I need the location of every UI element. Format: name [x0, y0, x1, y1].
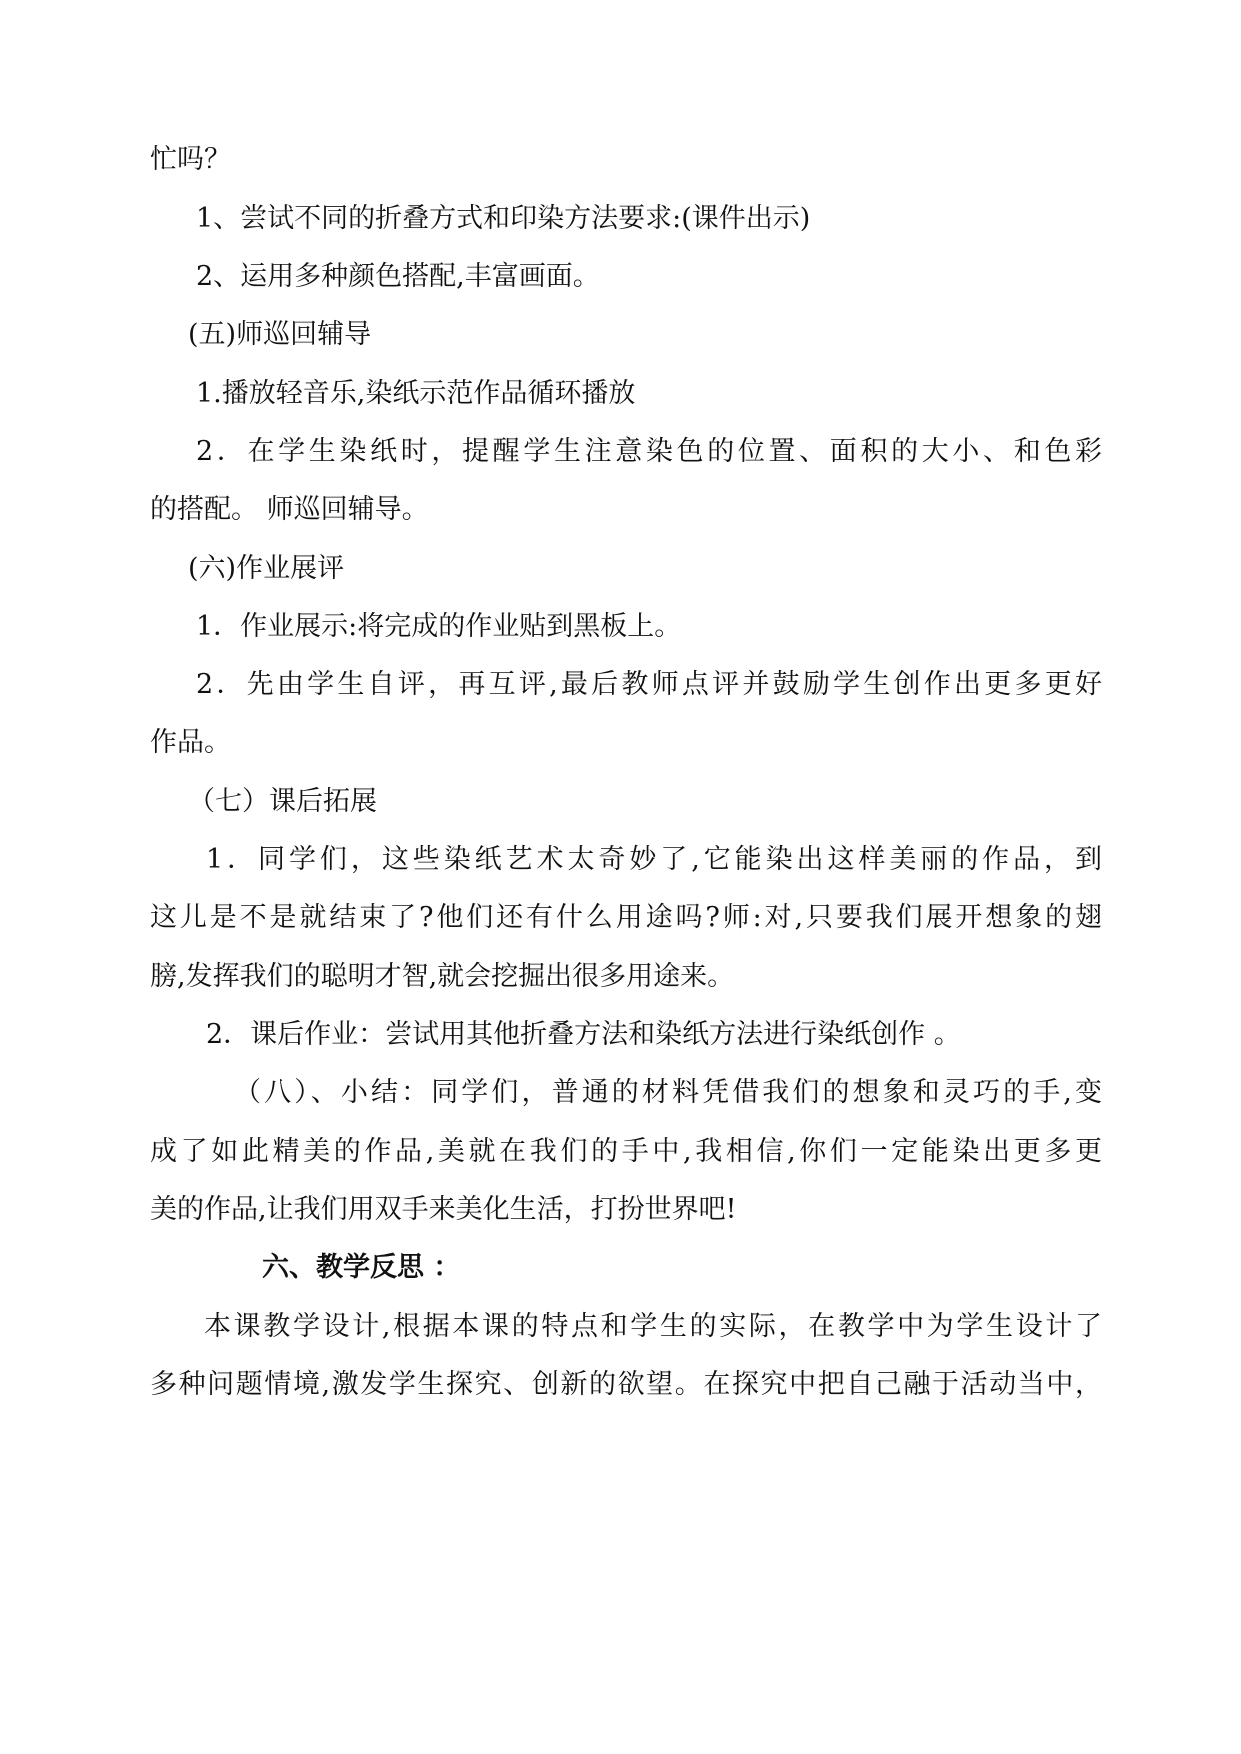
text-line: 2、运用多种颜色搭配,丰富画面。	[196, 261, 600, 292]
section-title: 六、教学反思 ：	[262, 1252, 461, 1283]
text-line: 1．作业展示:将完成的作业贴到黑板上。	[196, 611, 682, 642]
text-line: 1、尝试不同的折叠方式和印染方法要求:(课件出示)	[196, 203, 811, 234]
text-line: 多种问题情境,激发学生探究、创新的欲望。在探究中把自己融于活动当中，	[150, 1369, 1102, 1400]
text-line: 作品。	[150, 727, 231, 758]
text-line: 2．课后作业：尝试用其他折叠方法和染纸方法进行染纸创作 。	[206, 1019, 961, 1050]
text-line: 忙吗？	[150, 144, 231, 175]
text-line: 本课教学设计,根据本课的特点和学生的实际，在教学中为学生设计了	[204, 1311, 1102, 1342]
text-line: 的搭配。 师巡回辅导。	[150, 494, 429, 525]
document-page	[150, 0, 1102, 1754]
text-line: 1.播放轻音乐,染纸示范作品循环播放	[196, 378, 636, 409]
text-line: 这儿是不是就结束了?他们还有什么用途吗?师:对,只要我们展开想象的翅	[150, 902, 1102, 933]
section-heading: (六)作业展评	[188, 553, 345, 584]
text-line: 美的作品,让我们用双手来美化生活，打扮世界吧!	[150, 1194, 737, 1225]
section-heading: （七）课后拓展	[188, 786, 377, 817]
text-line: 2．先由学生自评，再互评,最后教师点评并鼓励学生创作出更多更好	[196, 669, 1102, 700]
section-heading: (五)师巡回辅导	[188, 319, 372, 350]
text-line: 1．同学们，这些染纸艺术太奇妙了,它能染出这样美丽的作品，到	[206, 844, 1102, 875]
text-line: 膀,发挥我们的聪明才智,就会挖掘出很多用途来。	[150, 961, 735, 992]
text-line: 2．在学生染纸时，提醒学生注意染色的位置、面积的大小、和色彩	[196, 436, 1102, 467]
text-line: （八）、小结：同学们，普通的材料凭借我们的想象和灵巧的手,变	[234, 1077, 1102, 1108]
text-line: 成了如此精美的作品,美就在我们的手中,我相信,你们一定能染出更多更	[150, 1136, 1102, 1167]
